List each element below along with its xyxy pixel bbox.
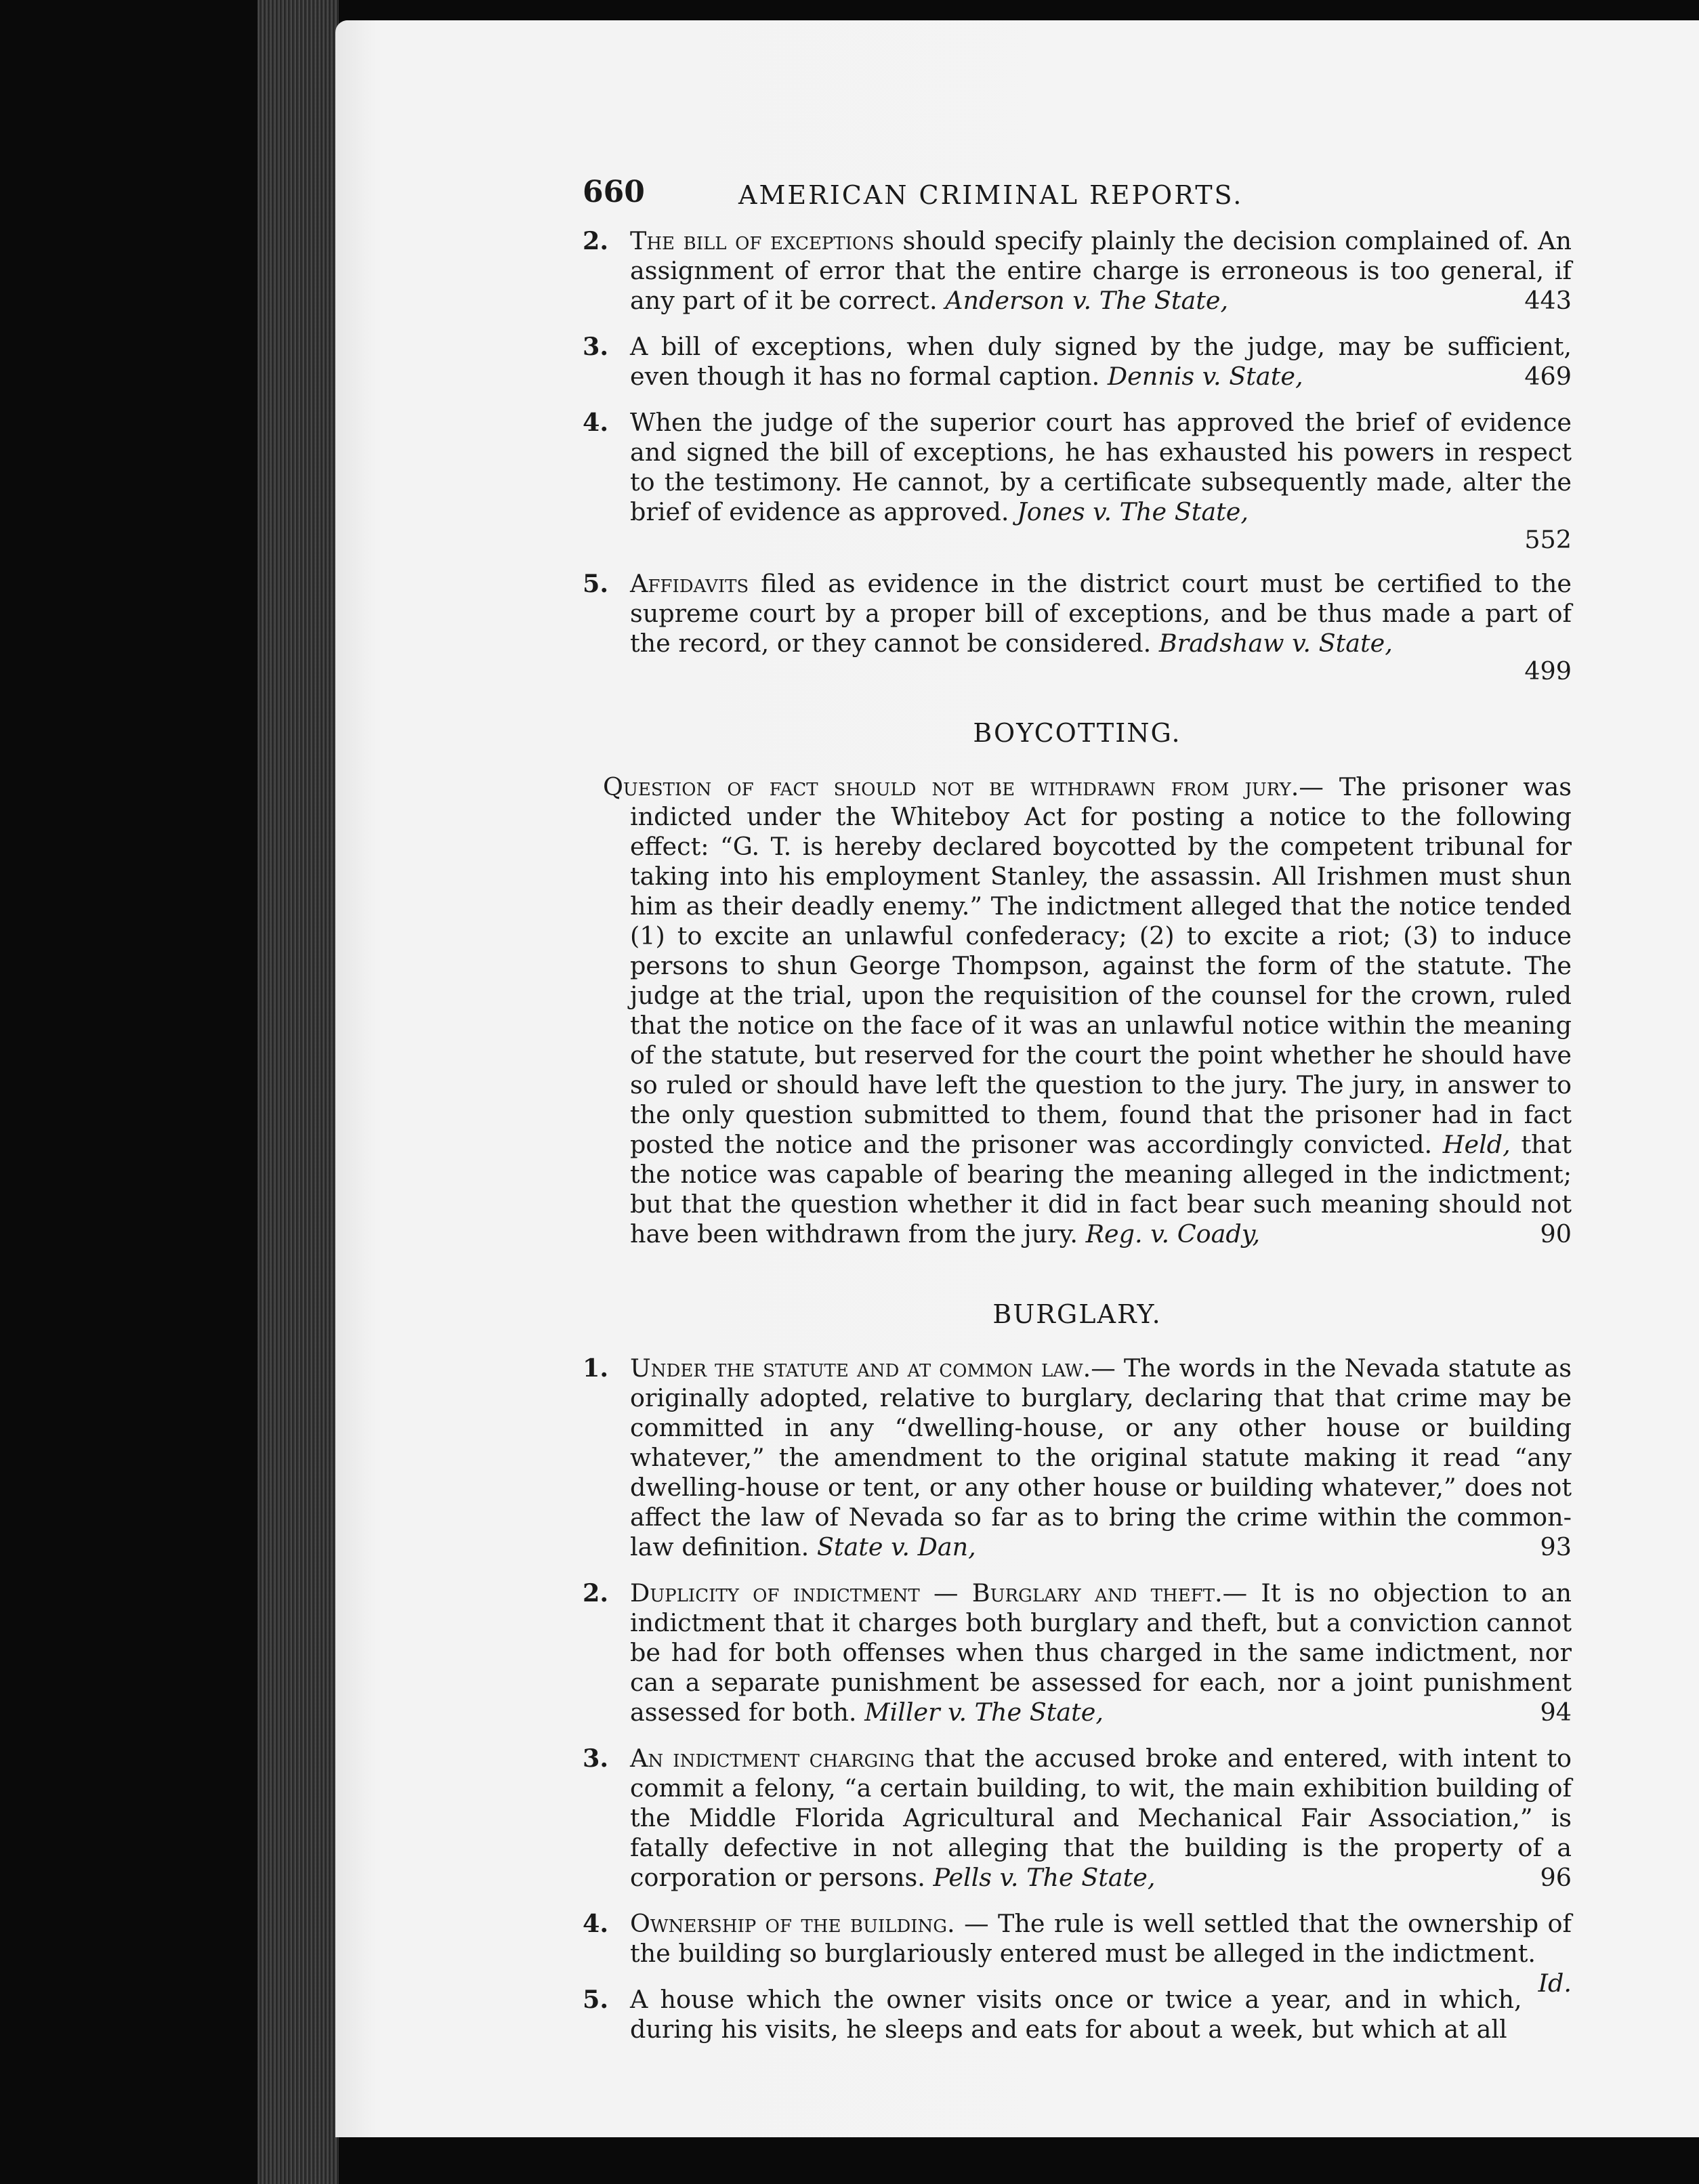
book-page-edges <box>257 0 339 2184</box>
entry-text: When the judge of the superior court has approved the brief of evidence and signed the bill of exceptions, he has exhausted his powers in respect to the testimony. He cannot, by a certificate subsequently made, alter the brief of evidence as approved. <box>630 408 1572 526</box>
entry-text: A bill of exceptions, when duly signed by the judge, may be sufficient, even though it has no formal caption. <box>630 332 1572 391</box>
case-citation: Bradshaw v. State, <box>1158 629 1393 658</box>
running-title: AMERICAN CRIMINAL REPORTS. <box>738 180 1244 210</box>
entry-lead: Ownership of the building. <box>630 1909 955 1938</box>
page-content <box>583 177 1572 2061</box>
list-item <box>583 408 1572 553</box>
list-item <box>583 1985 1572 2044</box>
page-reference: 94 <box>1540 1698 1572 1727</box>
list-item <box>583 1578 1572 1727</box>
entry-lead: The bill of exceptions <box>630 226 894 255</box>
entry-text: — The prisoner was indicted under the Whiteboy Act for posting a notice to the following effect: “G. T. is hereby declared boycotted by the competent tribunal for taking into his employment Stanley, the assassin. All Irishmen must shun him as their deadly enemy.” The indictment alleged that the notice tended (1) to excite an unlawful confederacy; (2) to excite a riot; (3) to induce persons to shun George Thompson, against the form of the statute. The judge at the trial, upon the requisition of the counsel for the crown, ruled that the notice on the face of it was an unlawful notice within the meaning of the statute, but reserved for the court the point whether he should have so ruled or should have left the question to the jury. The jury, in answer to the only question submitted to them, found that the prisoner had in fact posted the notice and the prisoner was accordingly convicted. <box>630 772 1572 1159</box>
section-title-burglary: BURGLARY. <box>992 1299 1162 1329</box>
case-citation: Reg. v. Coady, <box>1085 1219 1261 1248</box>
entry-text: should specify plainly the decision complained of. An assignment of error that the entire charge is erroneous is too general, if any part of it be correct. <box>630 226 1572 315</box>
case-citation: Jones v. The State, <box>1017 497 1249 526</box>
entry-lead: Question of fact should not be withdrawn from jury. <box>603 772 1299 801</box>
section-title-boycotting: BOYCOTTING. <box>973 718 1181 748</box>
entry-text: — The words in the Nevada statute as originally adopted, relative to burglary, declaring that that crime may be committed in any “dwelling-house, or any other house or building whatever,” the amendment to the original statute making it read “any dwelling-house or tent, or any other house or building whatever,” does not affect the law of Nevada so far as to bring the crime within the common-law definition. <box>630 1353 1572 1561</box>
entry-text: — It is no objection to an indictment that it charges both burglary and theft, but a conviction cannot be had for both offenses when thus charged in the same indictment, nor can a separate punishment be assessed for each, nor a joint punishment assessed for both. <box>630 1578 1572 1727</box>
page-reference: 93 <box>1540 1532 1572 1561</box>
entry-number: 4. <box>583 408 609 437</box>
page-reference: 469 <box>1524 362 1572 391</box>
case-citation: Pells v. The State, <box>933 1863 1156 1892</box>
entry-number: 4. <box>583 1909 609 1938</box>
page-reference: Id. <box>1538 1969 1572 1998</box>
case-citation: State v. Dan, <box>816 1532 976 1561</box>
case-citation: Miller v. The State, <box>864 1698 1104 1727</box>
list-item <box>583 1909 1572 1998</box>
boycotting-paragraph <box>583 772 1572 1249</box>
list-item <box>583 569 1572 684</box>
list-item <box>583 1353 1572 1562</box>
entry-number: 3. <box>583 1744 609 1773</box>
entry-number: 3. <box>583 332 609 361</box>
page-reference: 96 <box>1540 1863 1572 1892</box>
list-item <box>583 226 1572 316</box>
entry-lead: An indictment charging <box>630 1744 915 1773</box>
case-citation: Anderson v. The State, <box>945 286 1229 315</box>
entry-text: filed as evidence in the district court must be certified to the supreme court by a proper bill of exceptions, and be thus made a part of the record, or they cannot be considered. <box>630 569 1572 658</box>
held-label: Held, <box>1442 1130 1511 1159</box>
entry-lead: Under the statute and at common law. <box>630 1353 1091 1383</box>
page-reference: 90 <box>1540 1219 1572 1248</box>
entry-number: 2. <box>583 1578 609 1608</box>
entry-number: 5. <box>583 569 609 598</box>
entry-text-continued: that the notice was capable of bearing the meaning alleged in the indictment; but that the question whether it did in fact bear such meaning should not have been withdrawn from the jury. <box>630 1130 1572 1248</box>
entry-number: 5. <box>583 1985 609 2014</box>
entry-number: 1. <box>583 1353 609 1383</box>
entry-text: — The rule is well settled that the ownership of the building so burglariously entered must be alleged in the indictment. <box>630 1909 1572 1968</box>
entry-text: A house which the owner visits once or twice a year, and in which, during his visits, he sleeps and eats for about a week, but which at all <box>630 1985 1522 2044</box>
entry-lead: Affidavits <box>630 569 749 598</box>
case-citation: Dennis v. State, <box>1107 362 1303 391</box>
running-head <box>583 177 1572 226</box>
entry-lead: Duplicity of indictment — Burglary and theft. <box>630 1578 1223 1608</box>
list-item <box>583 332 1572 392</box>
page-reference: 443 <box>1524 286 1572 315</box>
entry-text: that the accused broke and entered, with intent to commit a felony, “a certain building, to wit, the main exhibition building of the Middle Florida Agricultural and Mechanical Fair Association,” is fatally defective in not alleging that the building is the property of a corporation or persons. <box>630 1744 1572 1892</box>
list-item <box>583 1744 1572 1893</box>
page-reference: 499 <box>1524 656 1572 686</box>
page-number: 660 <box>583 175 645 209</box>
page-reference: 552 <box>1524 525 1572 554</box>
entry-number: 2. <box>583 226 609 255</box>
